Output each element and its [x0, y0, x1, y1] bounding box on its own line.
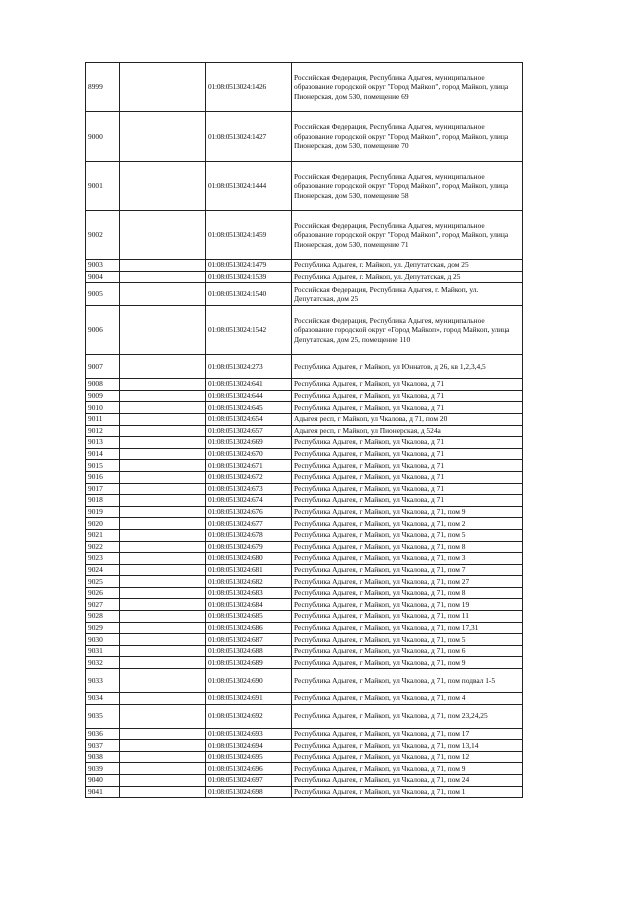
- address: Республика Адыгея, г Майкоп, ул Чкалова, д 71, пом 17,31: [292, 622, 523, 634]
- address: Республика Адыгея, г Майкоп, ул Чкалова, д 71, пом 8: [292, 587, 523, 599]
- row-number: 9000: [86, 112, 120, 162]
- row-number: 9010: [86, 402, 120, 414]
- address: Республика Адыгея, г Майкоп, ул Чкалова, д 71, пом 8: [292, 541, 523, 553]
- address: Республика Адыгея, г Майкоп, ул Чкалова, д 71, пом 3: [292, 553, 523, 565]
- row-number: 9033: [86, 669, 120, 693]
- empty-cell: [120, 162, 206, 211]
- cadastral-number: 01:08:0513024:1459: [206, 211, 292, 260]
- cadastral-number: 01:08:0513024:698: [206, 786, 292, 798]
- empty-cell: [120, 576, 206, 588]
- row-number: 9037: [86, 740, 120, 752]
- empty-cell: [120, 63, 206, 112]
- row-number: 9020: [86, 518, 120, 530]
- cadastral-number: 01:08:0513024:1542: [206, 306, 292, 355]
- empty-cell: [120, 763, 206, 775]
- table-row: [86, 763, 523, 775]
- empty-cell: [120, 751, 206, 763]
- empty-cell: [120, 775, 206, 787]
- row-number: 9035: [86, 704, 120, 728]
- cadastral-number: 01:08:0513024:679: [206, 541, 292, 553]
- table-row: [86, 529, 523, 541]
- cadastral-number: 01:08:0513024:681: [206, 564, 292, 576]
- address: Российская Федерация, Республика Адыгея, муниципальное образование городской округ "Город Майкоп", город Майкоп, улица Пионерская, дом 530, помещение 71: [292, 211, 523, 260]
- empty-cell: [120, 283, 206, 306]
- address: Республика Адыгея, г Майкоп, ул Чкалова, д 71: [292, 448, 523, 460]
- empty-cell: [120, 634, 206, 646]
- row-number: 9018: [86, 495, 120, 507]
- cadastral-number: 01:08:0513024:697: [206, 775, 292, 787]
- table-row: [86, 622, 523, 634]
- row-number: 9028: [86, 611, 120, 623]
- table-row: [86, 599, 523, 611]
- cadastral-number: 01:08:0513024:1427: [206, 112, 292, 162]
- empty-cell: [120, 413, 206, 425]
- empty-cell: [120, 518, 206, 530]
- table-row: [86, 611, 523, 623]
- table-row: [86, 355, 523, 379]
- cadastral-number: 01:08:0513024:671: [206, 460, 292, 472]
- empty-cell: [120, 669, 206, 693]
- table-row: [86, 306, 523, 355]
- cadastral-number: 01:08:0513024:689: [206, 657, 292, 669]
- table-row: [86, 211, 523, 260]
- cadastral-number: 01:08:0513024:674: [206, 495, 292, 507]
- empty-cell: [120, 611, 206, 623]
- row-number: 9017: [86, 483, 120, 495]
- cadastral-number: 01:08:0513024:694: [206, 740, 292, 752]
- table-row: [86, 63, 523, 112]
- cadastral-number: 01:08:0513024:696: [206, 763, 292, 775]
- address: Республика Адыгея, г Майкоп, ул Чкалова, д 71, пом 12: [292, 751, 523, 763]
- address: Республика Адыгея, г Майкоп, ул Чкалова, д 71, пом подвал 1-5: [292, 669, 523, 693]
- row-number: 9021: [86, 529, 120, 541]
- table-row: [86, 518, 523, 530]
- table-row: [86, 437, 523, 449]
- table-row: [86, 283, 523, 306]
- table-row: [86, 645, 523, 657]
- empty-cell: [120, 390, 206, 402]
- cadastral-number: 01:08:0513024:682: [206, 576, 292, 588]
- cadastral-number: 01:08:0513024:669: [206, 437, 292, 449]
- table-row: [86, 786, 523, 798]
- table-row: [86, 775, 523, 787]
- row-number: 9007: [86, 355, 120, 379]
- cadastral-number: 01:08:0513024:670: [206, 448, 292, 460]
- address: Республика Адыгея, г Майкоп, ул Чкалова, д 71, пом 24: [292, 775, 523, 787]
- table-row: [86, 471, 523, 483]
- table-row: [86, 448, 523, 460]
- empty-cell: [120, 645, 206, 657]
- address: Республика Адыгея, г Майкоп, ул Чкалова, д 71: [292, 402, 523, 414]
- empty-cell: [120, 564, 206, 576]
- row-number: 9003: [86, 260, 120, 272]
- cadastral-number: 01:08:0513024:683: [206, 587, 292, 599]
- empty-cell: [120, 786, 206, 798]
- cadastral-number: 01:08:0513024:684: [206, 599, 292, 611]
- cadastral-number: 01:08:0513024:1479: [206, 260, 292, 272]
- table-row: [86, 402, 523, 414]
- row-number: 9014: [86, 448, 120, 460]
- row-number: 9012: [86, 425, 120, 437]
- cadastral-number: 01:08:0513024:680: [206, 553, 292, 565]
- row-number: 9016: [86, 471, 120, 483]
- empty-cell: [120, 112, 206, 162]
- address: Республика Адыгея, г Майкоп, ул Чкалова, д 71, пом 17: [292, 728, 523, 740]
- row-number: 9005: [86, 283, 120, 306]
- cadastral-number: 01:08:0513024:1540: [206, 283, 292, 306]
- table-row: [86, 495, 523, 507]
- empty-cell: [120, 211, 206, 260]
- address: Республика Адыгея, г Майкоп, ул Юннатов, д 26, кв 1,2,3,4,5: [292, 355, 523, 379]
- row-number: 9002: [86, 211, 120, 260]
- address: Адыгея респ, г Майкоп, ул Чкалова, д 71, пом 20: [292, 413, 523, 425]
- empty-cell: [120, 271, 206, 283]
- row-number: 9025: [86, 576, 120, 588]
- document-page: [85, 62, 522, 798]
- row-number: 9009: [86, 390, 120, 402]
- cadastral-number: 01:08:0513024:692: [206, 704, 292, 728]
- cadastral-number: 01:08:0513024:685: [206, 611, 292, 623]
- cadastral-number: 01:08:0513024:673: [206, 483, 292, 495]
- table-row: [86, 669, 523, 693]
- row-number: 9041: [86, 786, 120, 798]
- empty-cell: [120, 553, 206, 565]
- registry-table: [85, 62, 523, 798]
- address: Республика Адыгея, г Майкоп, ул Чкалова, д 71, пом 19: [292, 599, 523, 611]
- empty-cell: [120, 437, 206, 449]
- table-row: [86, 704, 523, 728]
- cadastral-number: 01:08:0513024:688: [206, 645, 292, 657]
- row-number: 9008: [86, 379, 120, 391]
- table-row: [86, 564, 523, 576]
- row-number: 8999: [86, 63, 120, 112]
- cadastral-number: 01:08:0513024:695: [206, 751, 292, 763]
- row-number: 9036: [86, 728, 120, 740]
- address: Российская Федерация, Республика Адыгея, г. Майкоп, ул. Депутатская, дом 25: [292, 283, 523, 306]
- address: Республика Адыгея, г Майкоп, ул Чкалова, д 71, пом 5: [292, 634, 523, 646]
- cadastral-number: 01:08:0513024:1426: [206, 63, 292, 112]
- row-number: 9034: [86, 693, 120, 705]
- address: Республика Адыгея, г Майкоп, ул Чкалова, д 71, пом 2: [292, 518, 523, 530]
- row-number: 9004: [86, 271, 120, 283]
- address: Республика Адыгея, г. Майкоп, ул. Депутатская, дом 25: [292, 260, 523, 272]
- table-row: [86, 483, 523, 495]
- address: Республика Адыгея, г Майкоп, ул Чкалова, д 71, пом 1: [292, 786, 523, 798]
- address: Республика Адыгея, г Майкоп, ул Чкалова, д 71, пом 6: [292, 645, 523, 657]
- address: Республика Адыгея, г Майкоп, ул Чкалова, д 71: [292, 471, 523, 483]
- empty-cell: [120, 740, 206, 752]
- address: Республика Адыгея, г Майкоп, ул Чкалова, д 71: [292, 495, 523, 507]
- address: Республика Адыгея, г Майкоп, ул Чкалова, д 71, пом 4: [292, 693, 523, 705]
- row-number: 9026: [86, 587, 120, 599]
- address: Республика Адыгея, г Майкоп, ул Чкалова, д 71, пом 27: [292, 576, 523, 588]
- address: Республика Адыгея, г Майкоп, ул Чкалова, д 71: [292, 437, 523, 449]
- empty-cell: [120, 541, 206, 553]
- table-row: [86, 657, 523, 669]
- address: Республика Адыгея, г Майкоп, ул Чкалова, д 71, пом 9: [292, 506, 523, 518]
- row-number: 9001: [86, 162, 120, 211]
- table-row: [86, 693, 523, 705]
- cadastral-number: 01:08:0513024:657: [206, 425, 292, 437]
- empty-cell: [120, 657, 206, 669]
- address: Республика Адыгея, г Майкоп, ул Чкалова, д 71, пом 23,24,25: [292, 704, 523, 728]
- address: Российская Федерация, Республика Адыгея, муниципальное образование городской округ "Город Майкоп", город Майкоп, улица Пионерская, дом 530, помещение 58: [292, 162, 523, 211]
- empty-cell: [120, 704, 206, 728]
- cadastral-number: 01:08:0513024:677: [206, 518, 292, 530]
- row-number: 9022: [86, 541, 120, 553]
- row-number: 9029: [86, 622, 120, 634]
- row-number: 9006: [86, 306, 120, 355]
- table-row: [86, 425, 523, 437]
- row-number: 9013: [86, 437, 120, 449]
- empty-cell: [120, 728, 206, 740]
- cadastral-number: 01:08:0513024:691: [206, 693, 292, 705]
- empty-cell: [120, 402, 206, 414]
- address: Российская Федерация, Республика Адыгея, муниципальное образование городской округ "Город Майкоп", город Майкоп, улица Пионерская, дом 530, помещение 69: [292, 63, 523, 112]
- row-number: 9040: [86, 775, 120, 787]
- address: Республика Адыгея, г Майкоп, ул Чкалова, д 71, пом 5: [292, 529, 523, 541]
- address: Республика Адыгея, г Майкоп, ул Чкалова, д 71: [292, 460, 523, 472]
- empty-cell: [120, 355, 206, 379]
- table-row: [86, 271, 523, 283]
- cadastral-number: 01:08:0513024:672: [206, 471, 292, 483]
- cadastral-number: 01:08:0513024:678: [206, 529, 292, 541]
- table-row: [86, 260, 523, 272]
- table-row: [86, 413, 523, 425]
- row-number: 9031: [86, 645, 120, 657]
- address: Российская Федерация, Республика Адыгея, муниципальное образование городской округ "Город Майкоп", город Майкоп, улица Пионерская, дом 530, помещение 70: [292, 112, 523, 162]
- row-number: 9015: [86, 460, 120, 472]
- address: Республика Адыгея, г Майкоп, ул Чкалова, д 71: [292, 483, 523, 495]
- table-row: [86, 553, 523, 565]
- empty-cell: [120, 448, 206, 460]
- empty-cell: [120, 506, 206, 518]
- cadastral-number: 01:08:0513024:641: [206, 379, 292, 391]
- table-row: [86, 112, 523, 162]
- address: Республика Адыгея, г Майкоп, ул Чкалова, д 71, пом 11: [292, 611, 523, 623]
- empty-cell: [120, 529, 206, 541]
- table-row: [86, 587, 523, 599]
- cadastral-number: 01:08:0513024:686: [206, 622, 292, 634]
- cadastral-number: 01:08:0513024:644: [206, 390, 292, 402]
- address: Республика Адыгея, г. Майкоп, ул. Депутатская, д 25: [292, 271, 523, 283]
- cadastral-number: 01:08:0513024:645: [206, 402, 292, 414]
- table-row: [86, 162, 523, 211]
- table-row: [86, 634, 523, 646]
- cadastral-number: 01:08:0513024:1539: [206, 271, 292, 283]
- address: Адыгея респ, г Майкоп, ул Пионерская, д 524а: [292, 425, 523, 437]
- table-row: [86, 751, 523, 763]
- address: Республика Адыгея, г Майкоп, ул Чкалова, д 71, пом 13,14: [292, 740, 523, 752]
- row-number: 9027: [86, 599, 120, 611]
- address: Российская Федерация, Республика Адыгея, муниципальное образование городской округ «Город Майкоп», город Майкоп, улица Депутатская, дом 25, помещение 110: [292, 306, 523, 355]
- row-number: 9011: [86, 413, 120, 425]
- row-number: 9024: [86, 564, 120, 576]
- registry-table-body: [86, 63, 523, 798]
- table-row: [86, 460, 523, 472]
- table-row: [86, 728, 523, 740]
- empty-cell: [120, 483, 206, 495]
- empty-cell: [120, 306, 206, 355]
- table-row: [86, 379, 523, 391]
- empty-cell: [120, 460, 206, 472]
- empty-cell: [120, 495, 206, 507]
- empty-cell: [120, 599, 206, 611]
- cadastral-number: 01:08:0513024:690: [206, 669, 292, 693]
- empty-cell: [120, 622, 206, 634]
- address: Республика Адыгея, г Майкоп, ул Чкалова, д 71, пом 9: [292, 763, 523, 775]
- empty-cell: [120, 693, 206, 705]
- empty-cell: [120, 471, 206, 483]
- row-number: 9030: [86, 634, 120, 646]
- cadastral-number: 01:08:0513024:676: [206, 506, 292, 518]
- table-row: [86, 390, 523, 402]
- cadastral-number: 01:08:0513024:693: [206, 728, 292, 740]
- row-number: 9039: [86, 763, 120, 775]
- cadastral-number: 01:08:0513024:273: [206, 355, 292, 379]
- row-number: 9038: [86, 751, 120, 763]
- address: Республика Адыгея, г Майкоп, ул Чкалова, д 71: [292, 390, 523, 402]
- cadastral-number: 01:08:0513024:654: [206, 413, 292, 425]
- address: Республика Адыгея, г Майкоп, ул Чкалова, д 71: [292, 379, 523, 391]
- row-number: 9023: [86, 553, 120, 565]
- address: Республика Адыгея, г Майкоп, ул Чкалова, д 71, пом 9: [292, 657, 523, 669]
- address: Республика Адыгея, г Майкоп, ул Чкалова, д 71, пом 7: [292, 564, 523, 576]
- empty-cell: [120, 425, 206, 437]
- table-row: [86, 506, 523, 518]
- row-number: 9019: [86, 506, 120, 518]
- empty-cell: [120, 587, 206, 599]
- cadastral-number: 01:08:0513024:687: [206, 634, 292, 646]
- row-number: 9032: [86, 657, 120, 669]
- empty-cell: [120, 260, 206, 272]
- cadastral-number: 01:08:0513024:1444: [206, 162, 292, 211]
- table-row: [86, 740, 523, 752]
- empty-cell: [120, 379, 206, 391]
- table-row: [86, 576, 523, 588]
- table-row: [86, 541, 523, 553]
